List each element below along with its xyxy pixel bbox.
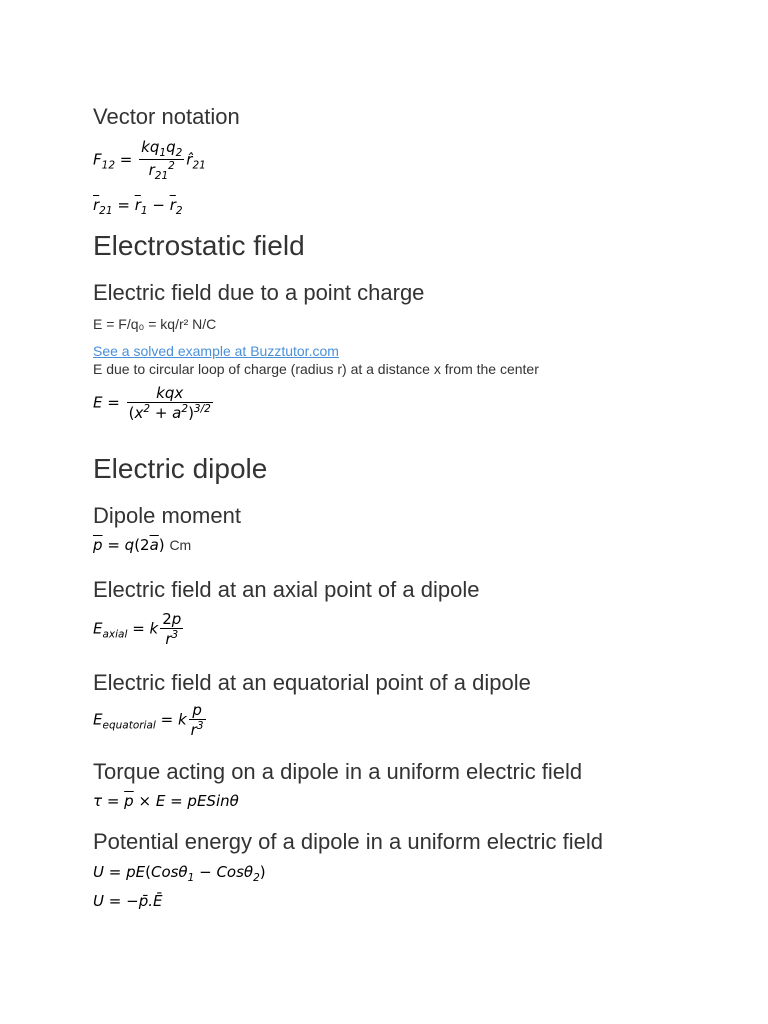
solved-example-link[interactable]: See a solved example at Buzztutor.com [93, 343, 339, 359]
heading-electrostatic-field: Electrostatic field [93, 230, 305, 261]
equation-coulomb-vector: $F_{12}$ = $\frac{kq_1q_2}{r_{21}^2}$ $r̂_{21}$ [93, 138, 206, 182]
equation-equatorial-field: $E_{equatorial} = k$ $\frac{p}{r^3}$ [93, 701, 204, 739]
equation-loop-field: E = $\frac{\text{kqx}}{(x^2 + a^2)^{3/2}}$ [93, 384, 211, 422]
heading-axial-point: Electric field at an axial point of a dipole [93, 577, 480, 602]
equation-potential-energy-2: U = −p̄.Ē [93, 892, 163, 910]
heading-equatorial-point: Electric field at an equatorial point of a dipole [93, 670, 531, 695]
dipole-unit: Cm [169, 537, 192, 553]
equation-potential-energy-1: U = pE(Cosθ$_1$ − Cosθ$_2$) [93, 863, 266, 884]
equation-torque: $\tau = \overline{p} \times E$ = pESinθ [93, 792, 239, 810]
heading-field-point-charge: Electric field due to a point charge [93, 280, 425, 305]
point-charge-formula: E = F/q₀ = kq/r² N/C [93, 316, 217, 332]
equation-dipole-moment: $\overline{p} = q(2\overline{a})$ Cm [93, 536, 192, 554]
equation-axial-field: $E_{axial} = k$ $\frac{2p}{r^3}$ [93, 610, 182, 648]
heading-torque: Torque acting on a dipole in a uniform electric field [93, 759, 583, 784]
heading-electric-dipole: Electric dipole [93, 453, 268, 484]
equation-r21: $\overline{r}_{21} = \overline{r}_1 - \overline{r}_2$ [93, 196, 183, 217]
heading-potential-energy: Potential energy of a dipole in a uniform electric field [93, 829, 603, 854]
loop-description: E due to circular loop of charge (radius r) at a distance x from the center [93, 361, 539, 377]
heading-dipole-moment: Dipole moment [93, 503, 241, 528]
heading-vector-notation: Vector notation [93, 104, 240, 129]
